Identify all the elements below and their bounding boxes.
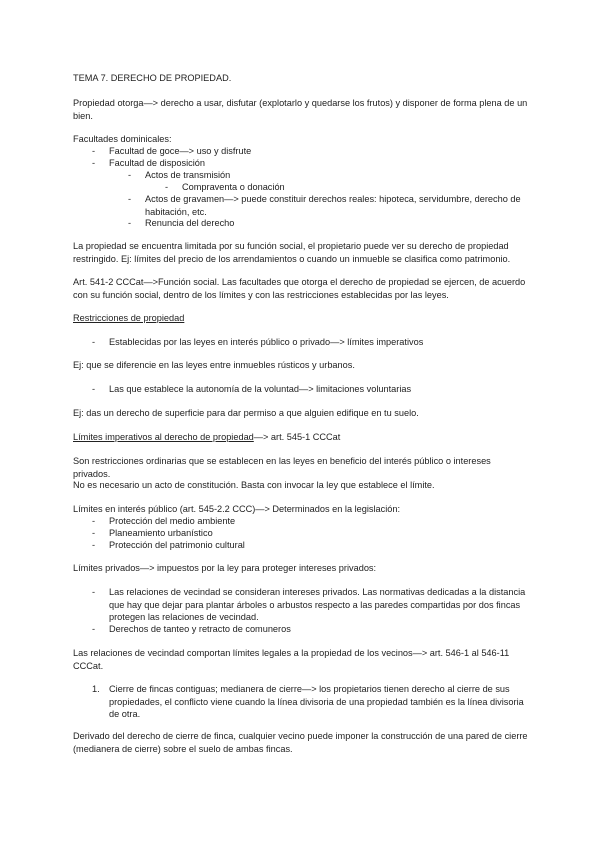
paragraph-restricciones-ordinarias: Son restricciones ordinarias que se establecen en las leyes en beneficio del interés público o intereses privados. (73, 456, 491, 479)
list-item-limites-imperativos: Establecidas por las leyes en interés público o privado—> límites imperativos (109, 337, 424, 347)
bullet-dash: - (92, 540, 96, 550)
limites-publico-heading: Límites en interés público (art. 545-2.2 CCC)—> Determinados en la legislación: (73, 504, 401, 514)
list-item-goce: Facultad de goce—> uso y disfrute (109, 146, 252, 156)
bullet-dash: - (92, 624, 96, 634)
limites-privados-heading: Límites privados—> impuestos por la ley para proteger intereses privados: (73, 563, 377, 573)
paragraph-relaciones-vecindad: Las relaciones de vecindad comportan límites legales a la propiedad de los vecinos—> art. 546-1 al 546-11 CCCat. (73, 648, 510, 671)
bullet-dash: - (92, 337, 96, 347)
limites-heading: Límites imperativos al derecho de propiedad (73, 432, 254, 442)
list-item-transmision: Actos de transmisión (145, 170, 231, 180)
bullet-dash: - (92, 587, 96, 597)
bullet-dash: - (92, 158, 96, 168)
list-item-limitaciones-voluntarias: Las que establece la autonomía de la voluntad—> limitaciones voluntarias (109, 384, 412, 394)
list-number: 1. (92, 684, 100, 694)
bullet-dash: - (92, 146, 96, 156)
list-item-tanteo-retracto: Derechos de tanteo y retracto de comuneros (109, 624, 291, 634)
list-item-renuncia: Renuncia del derecho (145, 218, 235, 228)
list-item-medio-ambiente: Protección del medio ambiente (109, 516, 236, 526)
bullet-dash: - (128, 218, 132, 228)
bullet-dash: - (128, 194, 132, 204)
list-item-compraventa: Compraventa o donación (182, 182, 285, 192)
limites-heading-ref: —> art. 545-1 CCCat (253, 432, 341, 442)
limites-heading-line (73, 431, 528, 444)
paragraph-art-541: Art. 541-2 CCCat—>Función social. Las facultades que otorga el derecho de propiedad se ejercen, de acuerdo con su función social, dentro de los límites y con las restricciones establecidas por las leyes. (73, 277, 526, 300)
bullet-dash: - (128, 170, 132, 180)
paragraph-acto-constitucion: No es necesario un acto de constitución. Basta con invocar la ley que establece el límite. (73, 480, 435, 490)
list-item-patrimonio: Protección del patrimonio cultural (109, 540, 245, 550)
example-rusticos: Ej: que se diferencie en las leyes entre inmuebles rústicos y urbanos. (73, 360, 355, 370)
example-superficie: Ej: das un derecho de superficie para dar permiso a que alguien edifique en tu suelo. (73, 408, 419, 418)
facultades-heading: Facultades dominicales: (73, 134, 172, 144)
bullet-dash: - (92, 528, 96, 538)
bullet-dash: - (92, 384, 96, 394)
bullet-dash: - (92, 516, 96, 526)
bullet-dash: - (165, 182, 169, 192)
paragraph-funcion-social: La propiedad se encuentra limitada por su función social, el propietario puede ver su derecho de propiedad restringido. Ej: límites del precio de los arrendamientos o cuando un inmueble se clasifica como patrimonio. (73, 241, 511, 264)
list-item-planeamiento: Planeamiento urbanístico (109, 528, 213, 538)
list-item-gravamen: Actos de gravamen—> puede constituir derechos reales: hipoteca, servidumbre, derecho de habitación, etc. (145, 194, 521, 217)
paragraph-definition: Propiedad otorga—> derecho a usar, disfutar (explotarlo y quedarse los frutos) y disponer de forma plena de un bien. (73, 98, 528, 121)
list-item-disposicion: Facultad de disposición (109, 158, 206, 168)
paragraph-derecho-cierre: Derivado del derecho de cierre de finca, cualquier vecino puede imponer la construcción de una pared de cierre (medianera de cierre) sobre el suelo de ambas fincas. (73, 731, 528, 754)
page-title: TEMA 7. DERECHO DE PROPIEDAD. (73, 73, 232, 83)
restricciones-heading: Restricciones de propiedad (73, 313, 185, 323)
list-item-vecindad: Las relaciones de vecindad se consideran intereses privados. Las normativas dedicadas a la distancia que hay que dejar para plantar árboles o arbustos respecto a las paredes compartidas por dos fincas protegen las relaciones de vecindad. (109, 587, 526, 622)
list-item-cierre-fincas: Cierre de fincas contiguas; medianera de cierre—> los propietarios tienen derecho al cierre de sus propiedades, el conflicto viene cuando la línea divisoria de una propiedad también es la línea divisoria de otra. (109, 684, 524, 719)
